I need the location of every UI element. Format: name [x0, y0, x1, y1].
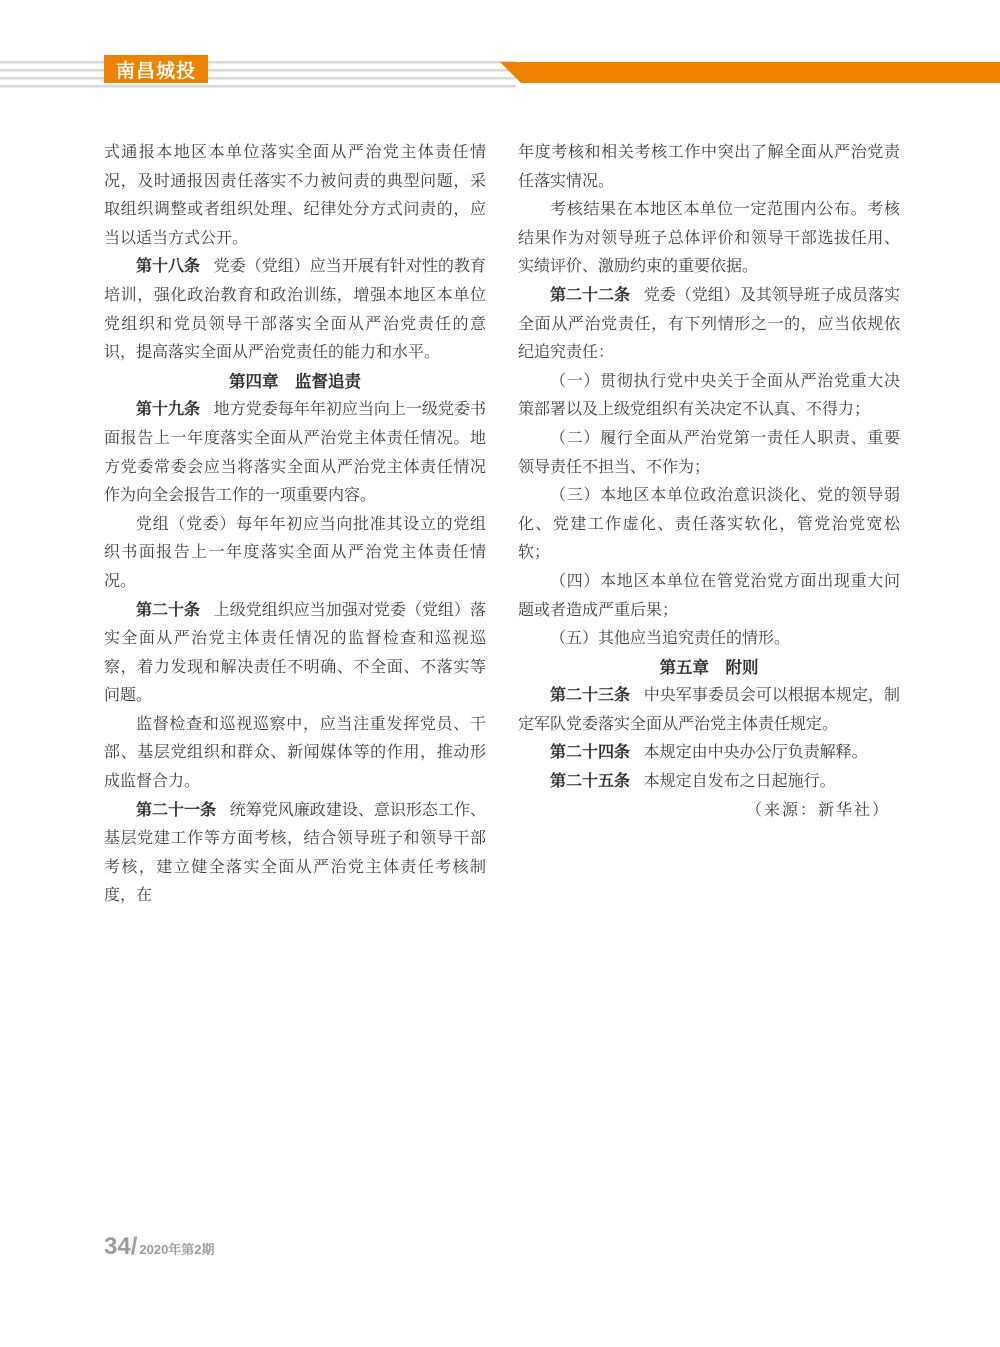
paragraph-text: 年度考核和相关考核工作中突出了解全面从严治党责任落实情况。 [518, 144, 900, 190]
paragraph-text: 式通报本地区本单位落实全面从严治党主体责任情况，及时通报因责任落实不力被问责的典型问题，采取组织调整或者组织处理、纪律处分方式问责的，应当以适当方式公开。 [104, 144, 486, 247]
left-column [104, 139, 486, 911]
list-item [518, 625, 900, 654]
source-attribution: （来源：新华社） [745, 801, 890, 819]
page-footer [104, 1233, 215, 1261]
paragraph [104, 396, 486, 510]
article-number: 第二十三条 [550, 687, 631, 705]
paragraph [104, 797, 486, 911]
article-number: 第十八条 [136, 258, 201, 276]
paragraph [104, 253, 486, 367]
chapter-heading: 第五章 附则 [659, 658, 759, 677]
chapter-heading: 第四章 监督追责 [229, 372, 361, 391]
paragraph-text: 中央军事委员会可以根据本规定，制定军队党委落实全面从严治党主体责任规定。 [518, 687, 900, 733]
paragraph-text: 监督检查和巡视巡察中，应当注重发挥党员、干部、基层党组织和群众、新闻媒体等的作用，推动形成监督合力。 [104, 715, 486, 791]
article-number: 第二十四条 [550, 744, 631, 762]
paragraph [518, 139, 900, 196]
paragraph-text: （四）本地区本单位在管党治党方面出现重大问题或者造成严重后果； [518, 572, 900, 619]
list-item [518, 482, 900, 568]
article-number: 第十九条 [136, 401, 201, 419]
article-number: 第二十条 [136, 601, 201, 619]
paragraph-text: 地方党委每年年初应当向上一级党委书面报告上一年度落实全面从严治党主体责任情况。地方党委常委会应当将落实全面从严治党主体责任情况作为向全会报告工作的一项重要内容。 [104, 401, 486, 505]
header-banner-decoration [500, 62, 1000, 83]
paragraph [104, 511, 486, 597]
paragraph-text: 统筹党风廉政建设、意识形态工作、基层党建工作等方面考核，结合领导班子和领导干部考核，建立健全落实全面从严治党主体责任考核制度，在 [104, 801, 486, 905]
paragraph [518, 739, 900, 768]
paragraph-text: （三）本地区本单位政治意识淡化、党的领导弱化、党建工作虚化、责任落实软化，管党治党宽松软； [518, 487, 900, 562]
issue-label: 2020年第2期 [139, 1242, 215, 1257]
paragraph [518, 768, 900, 797]
paragraph [104, 711, 486, 797]
right-column [518, 139, 900, 825]
paragraph [104, 597, 486, 711]
paragraph-text: 上级党组织应当加强对党委（党组）落实全面从严治党主体责任情况的监督检查和巡视巡察，着力发现和解决责任不明确、不全面、不落实等问题。 [104, 601, 486, 705]
paragraph-text: （五）其他应当追究责任的情形。 [550, 630, 791, 648]
brand-logo [104, 55, 208, 83]
paragraph-text: 考核结果在本地区本单位一定范围内公布。考核结果作为对领导班子总体评价和领导干部选拔任用、实绩评价、激励约束的重要依据。 [518, 201, 900, 276]
paragraph-text: 本规定自发布之日起施行。 [643, 773, 836, 791]
list-item [518, 368, 900, 425]
paragraph-text: 党委（党组）应当开展有针对性的教育培训，强化政治教育和政治训练，增强本地区本单位党组织和党员领导干部落实全面从严治党责任的意识，提高落实全面从严治党责任的能力和水平。 [104, 258, 486, 362]
list-item [518, 425, 900, 482]
page-number: 34/ [104, 1233, 138, 1260]
brand-logo-text: 南昌城投 [115, 60, 196, 82]
paragraph-text: 党委（党组）及其领导班子成员落实全面从严治党责任，有下列情形之一的，应当依规依纪追究责任： [518, 286, 900, 362]
article-number: 第二十一条 [136, 801, 217, 819]
paragraph [518, 282, 900, 368]
paragraph [518, 682, 900, 739]
header-stripes-decoration [0, 61, 516, 92]
article-number: 第二十五条 [550, 773, 631, 791]
paragraph-text: 党组（党委）每年年初应当向批准其设立的党组织书面报告上一年度落实全面从严治党主体责任情况。 [104, 515, 486, 590]
paragraph-text: （一）贯彻执行党中央关于全面从严治党重大决策部署以及上级党组织有关决定不认真、不得力； [518, 372, 900, 419]
paragraph-text: 本规定由中央办公厅负责解释。 [643, 744, 868, 762]
list-item [518, 568, 900, 625]
paragraph-text: （二）履行全面从严治党第一责任人职责、重要领导责任不担当、不作为； [518, 429, 900, 476]
paragraph [104, 139, 486, 253]
paragraph [518, 196, 900, 282]
article-number: 第二十二条 [550, 286, 631, 304]
